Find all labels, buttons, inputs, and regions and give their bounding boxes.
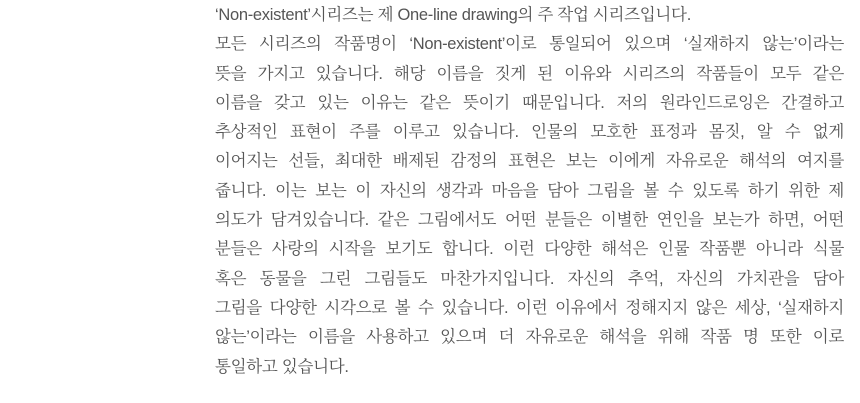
statement-line-2: 모든 시리즈의 작품명이 ‘Non-existent’이로 통일되어 있으며 ‘실재하지 않는’이라는	[215, 35, 844, 54]
statement-line-12: 않는’이라는 이름을 사용하고 있으며 더 자유로운 해석을 위해 작품 명 또한 이로	[215, 328, 844, 347]
statement-line-11: 그림을 다양한 시각으로 볼 수 있습니다. 이런 이유에서 정해지지 않은 세상, ‘실재하지	[215, 298, 844, 317]
statement-line-5: 추상적인 표현이 주를 이루고 있습니다. 인물의 모호한 표정과 몸짓, 알 수 없게	[215, 123, 844, 142]
statement-line-1: ‘Non-existent’시리즈는 제 One-line drawing의 주 작업 시리즈입니다.	[215, 6, 691, 24]
artist-statement-text-block	[215, 1, 844, 382]
statement-line-4: 이름을 갖고 있는 이유는 같은 뜻이기 때문입니다. 저의 원라인드로잉은 간결하고	[215, 93, 844, 112]
statement-line-10: 혹은 동물을 그린 그림들도 마찬가지입니다. 자신의 추억, 자신의 가치관을 담아	[215, 269, 844, 288]
statement-line-3: 뜻을 가지고 있습니다. 해당 이름을 짓게 된 이유와 시리즈의 작품들이 모두 같은	[215, 64, 844, 83]
statement-line-6: 이어지는 선들, 최대한 배제된 감정의 표현은 보는 이에게 자유로운 해석의 여지를	[215, 152, 844, 171]
statement-line-9: 분들은 사랑의 시작을 보기도 합니다. 이런 다양한 해석은 인물 작품뿐 아니라 식물	[215, 240, 844, 259]
statement-line-7: 줍니다. 이는 보는 이 자신의 생각과 마음을 담아 그림을 볼 수 있도록 하기 위한 제	[215, 181, 844, 200]
statement-line-8: 의도가 담겨있습니다. 같은 그림에서도 어떤 분들은 이별한 연인을 보는가 하면, 어떤	[215, 211, 844, 230]
statement-line-13: 통일하고 있습니다.	[215, 357, 349, 376]
